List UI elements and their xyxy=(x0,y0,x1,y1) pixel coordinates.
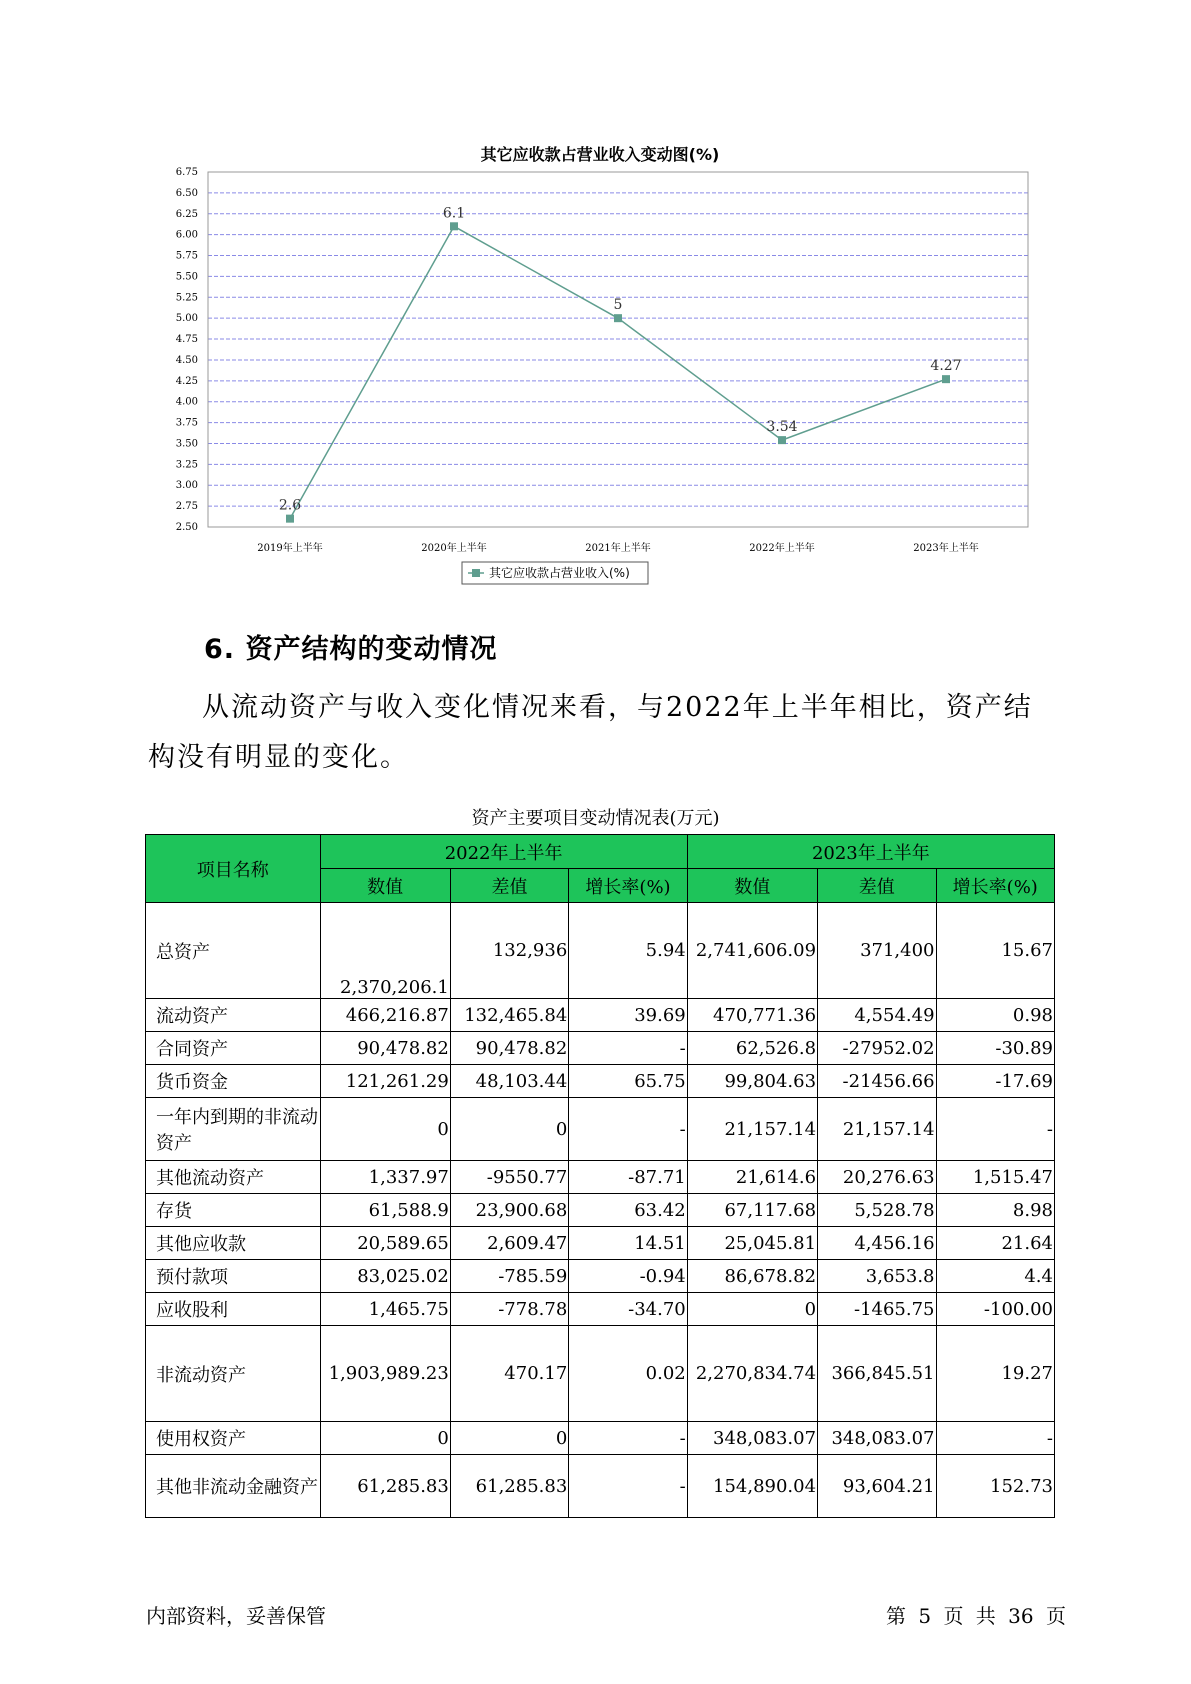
data-label: 4.27 xyxy=(930,358,962,375)
y-tick-label: 2.75 xyxy=(175,501,198,513)
header-period-2023: 2023年上半年 xyxy=(687,835,1054,869)
y-tick-label: 6.75 xyxy=(175,167,198,178)
cell-growth-2023: -30.89 xyxy=(936,1032,1054,1065)
cell-growth-2023: 19.27 xyxy=(936,1326,1054,1422)
y-tick-label: 5.75 xyxy=(175,250,198,262)
data-point xyxy=(450,222,458,230)
data-point xyxy=(942,375,950,383)
cell-value-2023: 21,157.14 xyxy=(687,1098,817,1161)
y-tick-label: 4.50 xyxy=(175,354,198,366)
table-row xyxy=(146,903,1055,999)
x-tick-label: 2023年上半年 xyxy=(913,543,979,554)
y-tick-label: 3.25 xyxy=(175,459,198,471)
cell-growth-2022: 5.94 xyxy=(569,903,687,999)
row-name: 其他应收款 xyxy=(146,1227,321,1260)
cell-value-2022: 0 xyxy=(320,1098,450,1161)
y-tick-label: 2.50 xyxy=(175,522,198,533)
table-row xyxy=(146,1194,1055,1227)
data-point xyxy=(286,515,294,523)
legend-marker xyxy=(472,569,480,577)
row-name: 预付款项 xyxy=(146,1260,321,1293)
cell-value-2023: 348,083.07 xyxy=(687,1422,817,1455)
cell-diff-2023: 3,653.8 xyxy=(818,1260,936,1293)
header-item-name: 项目名称 xyxy=(146,835,321,903)
cell-value-2023: 2,270,834.74 xyxy=(687,1326,817,1422)
cell-value-2023: 25,045.81 xyxy=(687,1227,817,1260)
cell-value-2023: 21,614.6 xyxy=(687,1161,817,1194)
table-row xyxy=(146,1161,1055,1194)
row-name: 其他流动资产 xyxy=(146,1161,321,1194)
y-tick-label: 4.25 xyxy=(175,375,198,387)
cell-value-2022: 83,025.02 xyxy=(320,1260,450,1293)
cell-diff-2023: 4,554.49 xyxy=(818,999,936,1032)
footer-confidential: 内部资料，妥善保管 xyxy=(146,1604,326,1628)
plot-frame xyxy=(208,172,1028,527)
y-tick-label: 4.00 xyxy=(175,396,198,408)
table-row xyxy=(146,1326,1055,1422)
cell-growth-2023: 8.98 xyxy=(936,1194,1054,1227)
cell-value-2023: 470,771.36 xyxy=(687,999,817,1032)
cell-diff-2022: 132,465.84 xyxy=(450,999,568,1032)
cell-growth-2023: 152.73 xyxy=(936,1455,1054,1518)
table-row xyxy=(146,1098,1055,1161)
header-growth-2022: 增长率(%) xyxy=(569,869,687,903)
cell-diff-2022: 61,285.83 xyxy=(450,1455,568,1518)
y-tick-label: 6.00 xyxy=(175,229,198,241)
cell-diff-2022: -778.78 xyxy=(450,1293,568,1326)
cell-growth-2022: -87.71 xyxy=(569,1161,687,1194)
y-tick-label: 3.50 xyxy=(175,438,198,450)
row-name: 流动资产 xyxy=(146,999,321,1032)
header-diff-2023: 差值 xyxy=(818,869,936,903)
cell-value-2022: 0 xyxy=(320,1422,450,1455)
cell-diff-2023: 5,528.78 xyxy=(818,1194,936,1227)
x-tick-label: 2022年上半年 xyxy=(749,543,815,554)
row-name: 总资产 xyxy=(146,903,321,999)
cell-value-2022: 61,285.83 xyxy=(320,1455,450,1518)
cell-diff-2022: 470.17 xyxy=(450,1326,568,1422)
line-chart xyxy=(150,130,1050,600)
cell-diff-2022: 90,478.82 xyxy=(450,1032,568,1065)
cell-diff-2022: 48,103.44 xyxy=(450,1065,568,1098)
cell-growth-2022: 14.51 xyxy=(569,1227,687,1260)
footer-page-number: 第 5 页 共 36 页 xyxy=(886,1604,1066,1628)
row-name: 合同资产 xyxy=(146,1032,321,1065)
table-row xyxy=(146,999,1055,1032)
x-tick-label: 2019年上半年 xyxy=(257,543,323,554)
cell-growth-2023: 0.98 xyxy=(936,999,1054,1032)
cell-diff-2023: -21456.66 xyxy=(818,1065,936,1098)
table-row xyxy=(146,1227,1055,1260)
row-name: 其他非流动金融资产 xyxy=(146,1455,321,1518)
row-name: 一年内到期的非流动资产 xyxy=(146,1098,321,1161)
section-paragraph: 从流动资产与收入变化情况来看，与2022年上半年相比，资产结构没有明显的变化。 xyxy=(148,692,1033,773)
data-point xyxy=(778,436,786,444)
x-tick-label: 2021年上半年 xyxy=(585,543,651,554)
y-tick-label: 6.25 xyxy=(175,208,198,220)
data-label: 2.6 xyxy=(278,497,302,514)
row-name: 存货 xyxy=(146,1194,321,1227)
cell-diff-2023: 348,083.07 xyxy=(818,1422,936,1455)
table-row xyxy=(146,1065,1055,1098)
y-tick-label: 5.50 xyxy=(175,271,198,283)
cell-growth-2022: 0.02 xyxy=(569,1326,687,1422)
cell-diff-2022: 2,609.47 xyxy=(450,1227,568,1260)
cell-diff-2023: -27952.02 xyxy=(818,1032,936,1065)
cell-value-2022: 121,261.29 xyxy=(320,1065,450,1098)
cell-diff-2023: 4,456.16 xyxy=(818,1227,936,1260)
cell-diff-2023: 21,157.14 xyxy=(818,1098,936,1161)
cell-growth-2022: - xyxy=(569,1032,687,1065)
cell-diff-2022: -785.59 xyxy=(450,1260,568,1293)
cell-growth-2023: - xyxy=(936,1098,1054,1161)
y-tick-label: 5.25 xyxy=(175,292,198,304)
cell-diff-2022: 23,900.68 xyxy=(450,1194,568,1227)
cell-value-2023: 0 xyxy=(687,1293,817,1326)
row-name: 应收股利 xyxy=(146,1293,321,1326)
cell-value-2022: 61,588.9 xyxy=(320,1194,450,1227)
cell-growth-2023: 15.67 xyxy=(936,903,1054,999)
data-point xyxy=(614,314,622,322)
cell-growth-2022: 65.75 xyxy=(569,1065,687,1098)
cell-value-2022: 90,478.82 xyxy=(320,1032,450,1065)
cell-value-2023: 2,741,606.09 xyxy=(687,903,817,999)
table-row xyxy=(146,1293,1055,1326)
cell-value-2022: 2,370,206.1 xyxy=(320,903,450,999)
legend-label: 其它应收款占营业收入(%) xyxy=(489,566,630,580)
row-name: 货币资金 xyxy=(146,1065,321,1098)
cell-growth-2023: - xyxy=(936,1422,1054,1455)
data-label: 3.54 xyxy=(766,419,798,436)
cell-diff-2023: 20,276.63 xyxy=(818,1161,936,1194)
y-tick-label: 3.00 xyxy=(175,480,198,492)
cell-growth-2022: - xyxy=(569,1422,687,1455)
cell-diff-2023: -1465.75 xyxy=(818,1293,936,1326)
cell-diff-2023: 93,604.21 xyxy=(818,1455,936,1518)
table-row xyxy=(146,1260,1055,1293)
header-diff-2022: 差值 xyxy=(450,869,568,903)
cell-value-2023: 99,804.63 xyxy=(687,1065,817,1098)
cell-diff-2022: -9550.77 xyxy=(450,1161,568,1194)
cell-value-2023: 86,678.82 xyxy=(687,1260,817,1293)
y-tick-label: 6.50 xyxy=(175,187,198,199)
cell-value-2022: 1,337.97 xyxy=(320,1161,450,1194)
cell-growth-2022: - xyxy=(569,1098,687,1161)
series-line xyxy=(290,226,946,518)
cell-value-2023: 154,890.04 xyxy=(687,1455,817,1518)
y-tick-label: 4.75 xyxy=(175,334,198,346)
cell-growth-2023: -100.00 xyxy=(936,1293,1054,1326)
table-row xyxy=(146,1455,1055,1518)
table-row xyxy=(146,1422,1055,1455)
row-name: 非流动资产 xyxy=(146,1326,321,1422)
cell-growth-2023: 4.4 xyxy=(936,1260,1054,1293)
cell-growth-2023: -17.69 xyxy=(936,1065,1054,1098)
cell-growth-2023: 1,515.47 xyxy=(936,1161,1054,1194)
cell-growth-2023: 21.64 xyxy=(936,1227,1054,1260)
cell-growth-2022: - xyxy=(569,1455,687,1518)
cell-growth-2022: 39.69 xyxy=(569,999,687,1032)
cell-growth-2022: 63.42 xyxy=(569,1194,687,1227)
cell-growth-2022: -34.70 xyxy=(569,1293,687,1326)
cell-value-2023: 67,117.68 xyxy=(687,1194,817,1227)
cell-value-2022: 1,903,989.23 xyxy=(320,1326,450,1422)
table-row xyxy=(146,1032,1055,1065)
data-label: 6.1 xyxy=(442,205,466,222)
table-caption: 资产主要项目变动情况表(万元) xyxy=(471,808,720,829)
chart-svg xyxy=(150,130,1050,600)
assets-table xyxy=(145,834,1055,1518)
cell-diff-2022: 132,936 xyxy=(450,903,568,999)
y-tick-label: 5.00 xyxy=(175,313,198,325)
cell-value-2022: 1,465.75 xyxy=(320,1293,450,1326)
cell-diff-2023: 366,845.51 xyxy=(818,1326,936,1422)
cell-value-2022: 466,216.87 xyxy=(320,999,450,1032)
header-period-2022: 2022年上半年 xyxy=(320,835,687,869)
cell-value-2022: 20,589.65 xyxy=(320,1227,450,1260)
chart-title: 其它应收款占营业收入变动图(%) xyxy=(480,145,720,164)
cell-diff-2023: 371,400 xyxy=(818,903,936,999)
cell-diff-2022: 0 xyxy=(450,1098,568,1161)
cell-growth-2022: -0.94 xyxy=(569,1260,687,1293)
header-growth-2023: 增长率(%) xyxy=(936,869,1054,903)
header-value-2022: 数值 xyxy=(320,869,450,903)
data-label: 5 xyxy=(613,297,623,314)
header-value-2023: 数值 xyxy=(687,869,817,903)
section-heading: 6. 资产结构的变动情况 xyxy=(204,634,498,665)
cell-value-2023: 62,526.8 xyxy=(687,1032,817,1065)
x-tick-label: 2020年上半年 xyxy=(421,543,487,554)
y-tick-label: 3.75 xyxy=(175,417,198,429)
cell-diff-2022: 0 xyxy=(450,1422,568,1455)
row-name: 使用权资产 xyxy=(146,1422,321,1455)
